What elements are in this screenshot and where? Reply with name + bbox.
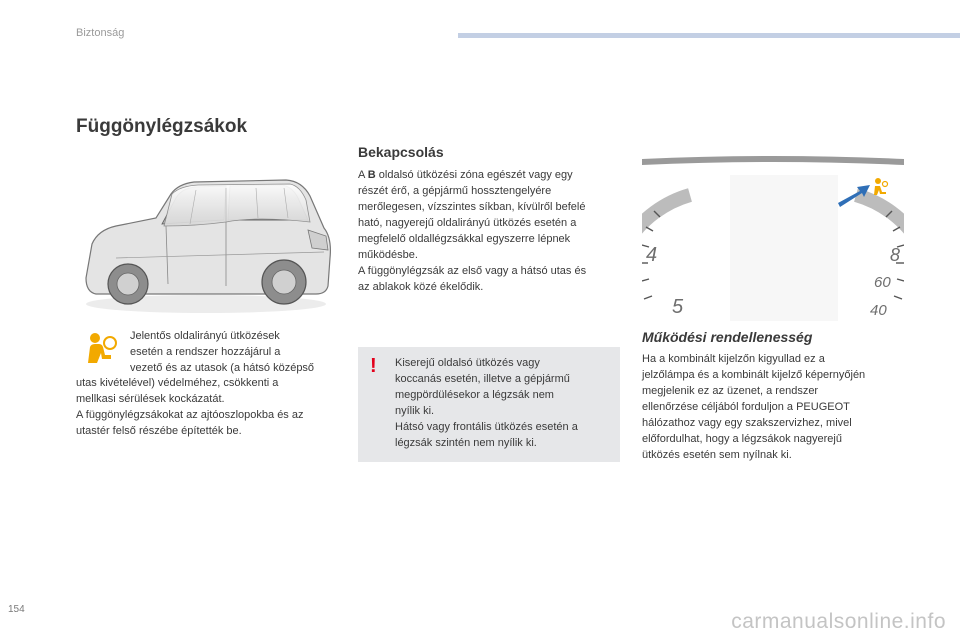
header-accent-bar <box>458 33 960 38</box>
mukodesi-line: jelzőlámpa és a kombinált kijelző képernyőjén <box>642 369 866 381</box>
bekapcsolas-line: megfelelő oldallégzsákkal egyszerre lépnek <box>358 233 571 245</box>
mukodesi-text <box>642 351 904 463</box>
passenger-airbag-icon <box>84 331 118 365</box>
dial-number-40: 40 <box>870 302 887 319</box>
warning-line: nyílik ki. <box>395 405 435 417</box>
info-line: vezető és az utasok (a hátsó középső <box>130 362 315 374</box>
mukodesi-line: előfordulhat, hogy a légzsákok nagyerejű <box>642 433 842 445</box>
page-number: 154 <box>8 604 25 615</box>
first-line-prefix: A <box>358 169 368 181</box>
bekapcsolas-text <box>358 167 620 295</box>
info-text-short <box>130 328 345 376</box>
info-line: utastér felső részébe építették be. <box>76 425 242 437</box>
bekapcsolas-line: A függönylégzsák az első vagy a hátsó utas és <box>358 265 587 277</box>
page-title: Függönylégzsákok <box>76 116 248 137</box>
warning-text <box>395 355 610 451</box>
dial-number-60: 60 <box>874 274 891 291</box>
bekapcsolas-line: működésbe. <box>358 249 418 261</box>
warning-exclamation-icon: ! <box>370 355 377 377</box>
warning-line: Hátsó vagy frontális ütközés esetén a <box>395 421 578 433</box>
mukodesi-line: ütközés esetén sem nyílnak ki. <box>642 449 792 461</box>
info-line: esetén a rendszer hozzájárul a <box>130 346 281 358</box>
first-line-suffix: oldalsó ütközési zóna egészét vagy egy <box>375 169 573 181</box>
info-line: A függönylégzsákokat az ajtóoszlopokba és az <box>76 409 304 421</box>
info-line: Jelentős oldalirányú ütközések <box>130 330 280 342</box>
mukodesi-line: megjelenik ez az üzenet, a rendszer <box>642 385 819 397</box>
bekapcsolas-line: részét érő, a gépjármű hossztengelyére <box>358 185 552 197</box>
bekapcsolas-heading: Bekapcsolás <box>358 144 444 160</box>
mukodesi-line: hálózathoz vagy egy szakszervizhez, mivel <box>642 417 852 429</box>
warning-line: Kiserejű oldalsó ütközés vagy <box>395 357 540 369</box>
zone-b-label: B <box>367 169 376 181</box>
mukodesi-line: Ha a kombinált kijelzőn kigyullad ez a <box>642 353 825 365</box>
warning-line: megpördülésekor a légzsák nem <box>395 389 554 401</box>
bekapcsolas-line: az ablakok közé ékelődik. <box>358 281 484 293</box>
info-text-wide <box>76 375 344 439</box>
bekapcsolas-line: ható, nagyerejű oldalirányú ütközés esetén a <box>358 217 577 229</box>
dial-number-5: 5 <box>672 296 684 318</box>
bekapcsolas-line: merőlegesen, vízszintes síkban, kívülről befelé <box>358 201 586 213</box>
dial-number-4: 4 <box>646 244 658 266</box>
info-line: utas kivételével) védelméhez, csökkenti a <box>76 377 279 389</box>
mukodesi-line: ellenőrzése céljából forduljon a PEUGEOT <box>642 401 850 413</box>
instrument-cluster-illustration <box>642 155 904 321</box>
dial-number-8: 8 <box>890 245 901 265</box>
section-label: Biztonság <box>76 27 125 39</box>
airbag-warning-icon <box>874 178 888 195</box>
warning-line: koccanás esetén, illetve a gépjármű <box>395 373 570 385</box>
info-line: mellkasi sérülések kockázatát. <box>76 393 225 405</box>
warning-line: légzsák szintén nem nyílik ki. <box>395 437 537 449</box>
mukodesi-heading: Működési rendellenesség <box>642 329 813 345</box>
car-curtain-airbag-illustration <box>76 166 338 316</box>
watermark: carmanualsonline.info <box>731 610 946 633</box>
bekapcsolas-first-line <box>358 167 620 183</box>
